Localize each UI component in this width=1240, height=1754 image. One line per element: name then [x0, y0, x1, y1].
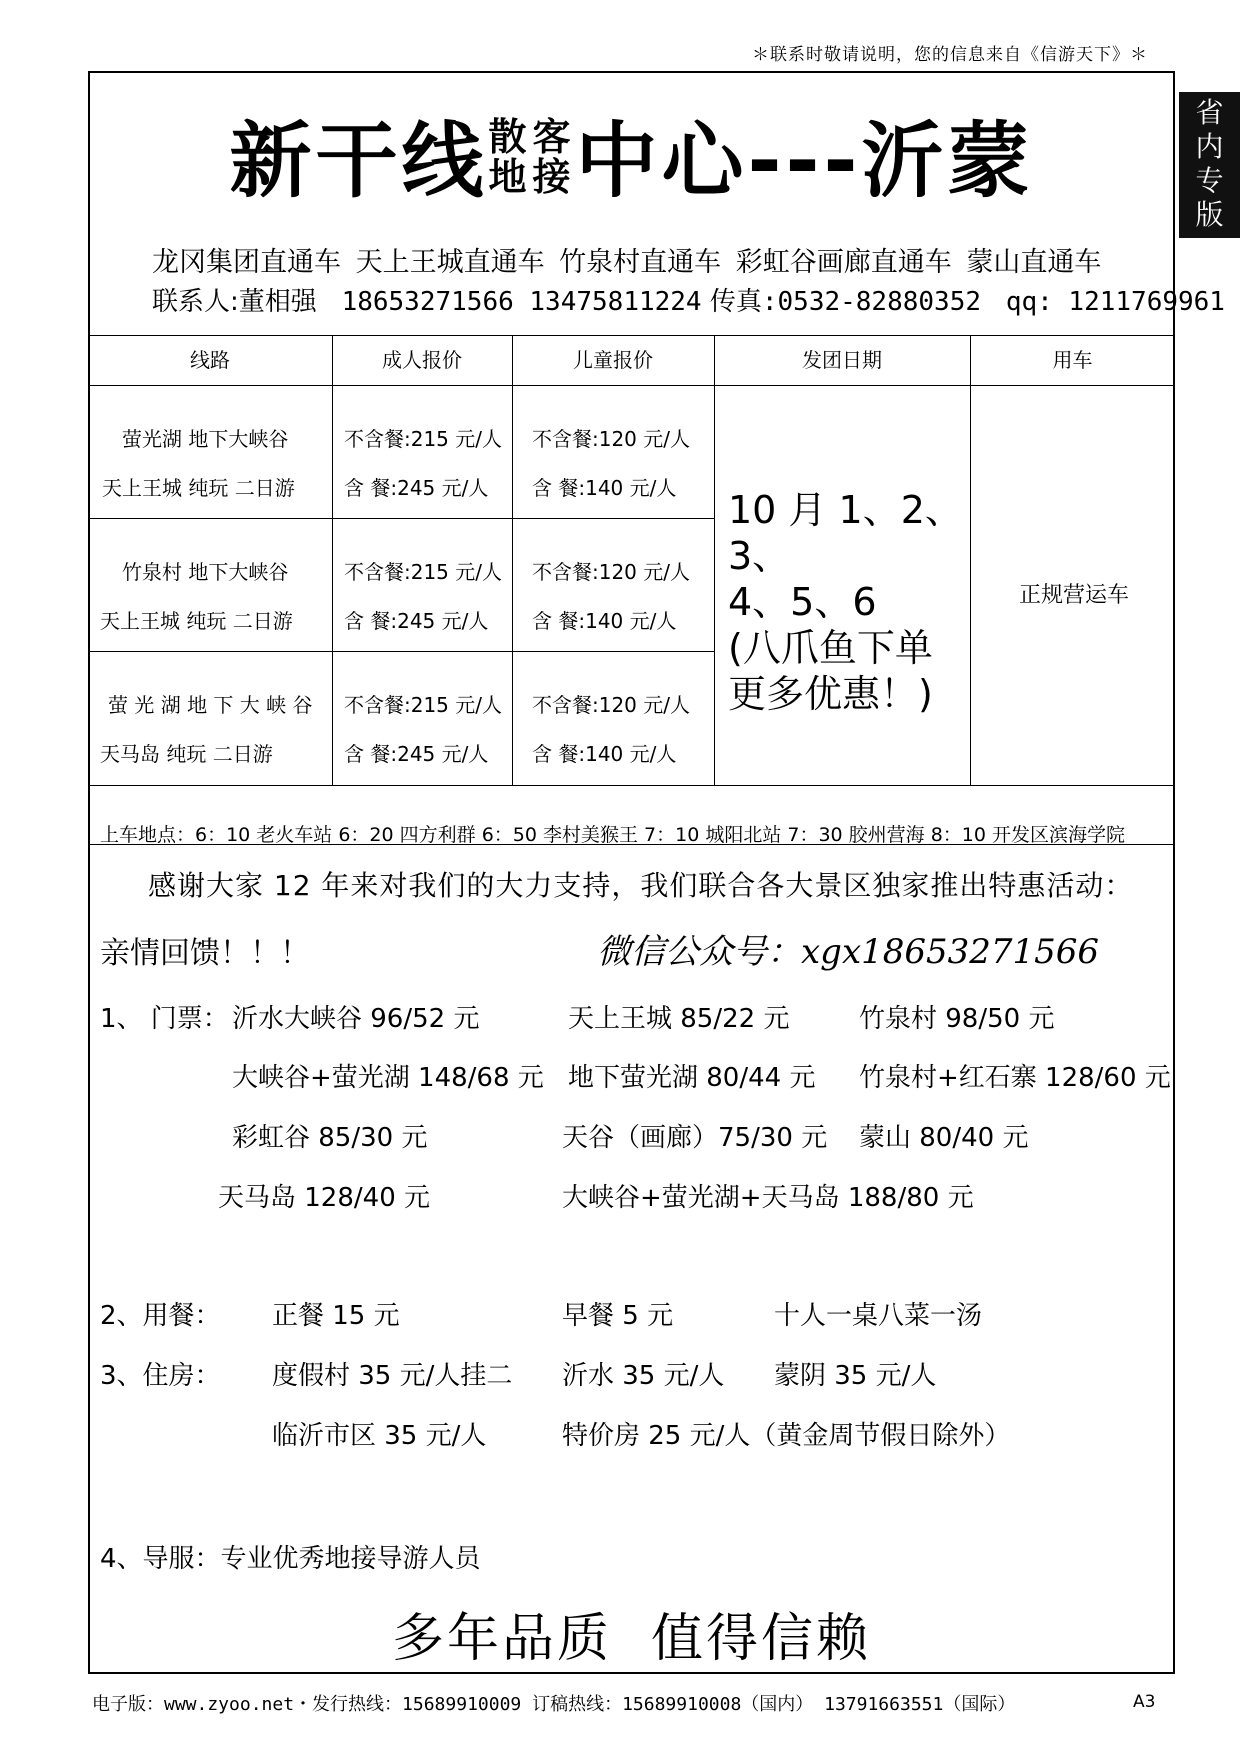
title-part1: 新干线: [229, 114, 488, 209]
route-line1: 竹泉村 地下大峡谷: [122, 560, 289, 584]
header-route: 线路: [190, 348, 230, 372]
section-tab-char: 省: [1195, 96, 1224, 129]
feedback-heading: 亲情回馈！！！: [100, 936, 310, 971]
ticket-item: 蒙山 80/40 元: [859, 1123, 1029, 1153]
dates-line: (八爪鱼下单: [728, 626, 933, 670]
vehicle-type: 正规营运车: [1018, 583, 1129, 608]
title-stack-char: 客: [532, 114, 575, 159]
contact-fax: 传真:0532-82880352: [709, 287, 982, 317]
adult-price-no-meal: 不含餐:215 元/人: [344, 693, 503, 717]
meal-item: 正餐 15 元: [272, 1301, 400, 1331]
route-line1: 萤光湖 地下大峡谷: [122, 427, 289, 451]
table-header-line: [88, 385, 1175, 386]
table-col-line: [714, 335, 715, 785]
child-price-meal: 含 餐:140 元/人: [532, 609, 677, 633]
guide-service: 4、导服：专业优秀地接导游人员: [100, 1544, 481, 1574]
lodging-label: 3、住房：: [100, 1361, 221, 1391]
title-stack-2: [531, 114, 575, 199]
ticket-item: 天马岛 128/40 元: [218, 1183, 430, 1213]
table-row-line: [88, 651, 714, 652]
section-tab: [1179, 92, 1240, 238]
contact-line: [152, 281, 1225, 318]
title-stack-char: 地: [488, 154, 531, 199]
ticket-item: 天上王城 85/22 元: [568, 1004, 790, 1034]
ticket-item: 竹泉村+红石寨 128/60 元: [859, 1063, 1171, 1093]
footer-contacts: 电子版：www.zyoo.net・发行热线：15689910009 订稿热线：15689910008（国内） 13791663551（国际）: [92, 1694, 1016, 1715]
page-number: A3: [1133, 1692, 1156, 1712]
ticket-item: 竹泉村 98/50 元: [859, 1004, 1055, 1034]
adult-price-meal: 含 餐:245 元/人: [344, 742, 489, 766]
lodging-item: 沂水 35 元/人: [562, 1361, 725, 1391]
thanks-message: 感谢大家 12 年来对我们的大力支持，我们联合各大景区独家推出特惠活动：: [148, 869, 1134, 902]
header-child: 儿童报价: [573, 348, 653, 372]
dates-line: 4、5、6: [728, 580, 877, 624]
child-price-no-meal: 不含餐:120 元/人: [532, 427, 691, 451]
title-stack-1: [487, 114, 531, 199]
lodging-item: 度假村 35 元/人挂二: [272, 1361, 513, 1391]
section-tab-char: 内: [1195, 130, 1224, 163]
adult-price-meal: 含 餐:245 元/人: [344, 476, 489, 500]
title-part2: 中心---沂蒙: [575, 114, 1034, 209]
title-stack-char: 散: [488, 114, 531, 159]
ticket-item: 地下萤光湖 80/44 元: [568, 1063, 816, 1093]
header-adult: 成人报价: [382, 348, 462, 372]
lodging-item: 特价房 25 元/人（黄金周节假日除外）: [562, 1421, 1011, 1451]
child-price-no-meal: 不含餐:120 元/人: [532, 560, 691, 584]
routes-subtitle: 龙冈集团直通车 天上王城直通车 竹泉村直通车 彩虹谷画廊直通车 蒙山直通车: [152, 247, 1102, 278]
dates-line: 更多优惠！): [728, 672, 933, 716]
child-price-no-meal: 不含餐:120 元/人: [532, 693, 691, 717]
ticket-item: 天谷（画廊）75/30 元: [562, 1123, 828, 1153]
header-vehicle: 用车: [1052, 348, 1093, 372]
meal-item: 十人一桌八菜一汤: [774, 1301, 983, 1331]
slogan: 多年品质 值得信赖: [391, 1609, 872, 1669]
route-line1: 萤 光 湖 地 下 大 峡 谷: [108, 693, 313, 717]
adult-price-meal: 含 餐:245 元/人: [344, 609, 489, 633]
ticket-item: 沂水大峡谷 96/52 元: [232, 1004, 480, 1034]
lodging-item: 蒙阴 35 元/人: [774, 1361, 937, 1391]
adult-price-no-meal: 不含餐:215 元/人: [344, 560, 503, 584]
tickets-label: 1、 门票：: [100, 1004, 229, 1034]
section-tab-char: 版: [1195, 198, 1224, 231]
table-top-line: [88, 335, 1175, 336]
table-col-line: [512, 335, 513, 785]
ticket-item: 大峡谷+萤光湖+天马岛 188/80 元: [562, 1183, 974, 1213]
adult-price-no-meal: 不含餐:215 元/人: [344, 427, 503, 451]
route-line2: 天马岛 纯玩 二日游: [100, 742, 273, 766]
lodging-item: 临沂市区 35 元/人: [272, 1421, 487, 1451]
contact-person: 联系人:董相强: [152, 287, 317, 317]
route-line2: 天上王城 纯玩 二日游: [100, 609, 293, 633]
child-price-meal: 含 餐:140 元/人: [532, 476, 677, 500]
title-stack-char: 接: [532, 154, 575, 199]
meals-label: 2、用餐：: [100, 1301, 221, 1331]
pickup-locations: 上车地点：6：10 老火车站 6：20 四方利群 6：50 李村美猴王 7：10 城阳北站 7：30 胶州营海 8：10 开发区滨海学院: [100, 824, 1126, 846]
table-bottom-line: [88, 785, 1175, 786]
contact-qq: qq: 1211769961: [1005, 287, 1225, 317]
meal-item: 早餐 5 元: [562, 1301, 674, 1331]
source-notice: ＊联系时敬请说明，您的信息来自《信游天下》＊: [752, 45, 1148, 65]
wechat-account: 微信公众号：xgx18653271566: [597, 932, 1100, 972]
header-date: 发团日期: [802, 348, 882, 372]
table-col-line: [332, 335, 333, 785]
child-price-meal: 含 餐:140 元/人: [532, 742, 677, 766]
ticket-item: 彩虹谷 85/30 元: [232, 1123, 428, 1153]
page-title: [88, 96, 1175, 213]
section-tab-char: 专: [1195, 164, 1224, 197]
ticket-item: 大峡谷+萤光湖 148/68 元: [232, 1063, 544, 1093]
departure-dates: [728, 487, 973, 717]
route-line2: 天上王城 纯玩 二日游: [102, 476, 295, 500]
dates-line: 10 月 1、2、3、: [728, 488, 963, 578]
contact-phones: 18653271566 13475811224: [341, 287, 702, 317]
table-row-line: [88, 518, 714, 519]
